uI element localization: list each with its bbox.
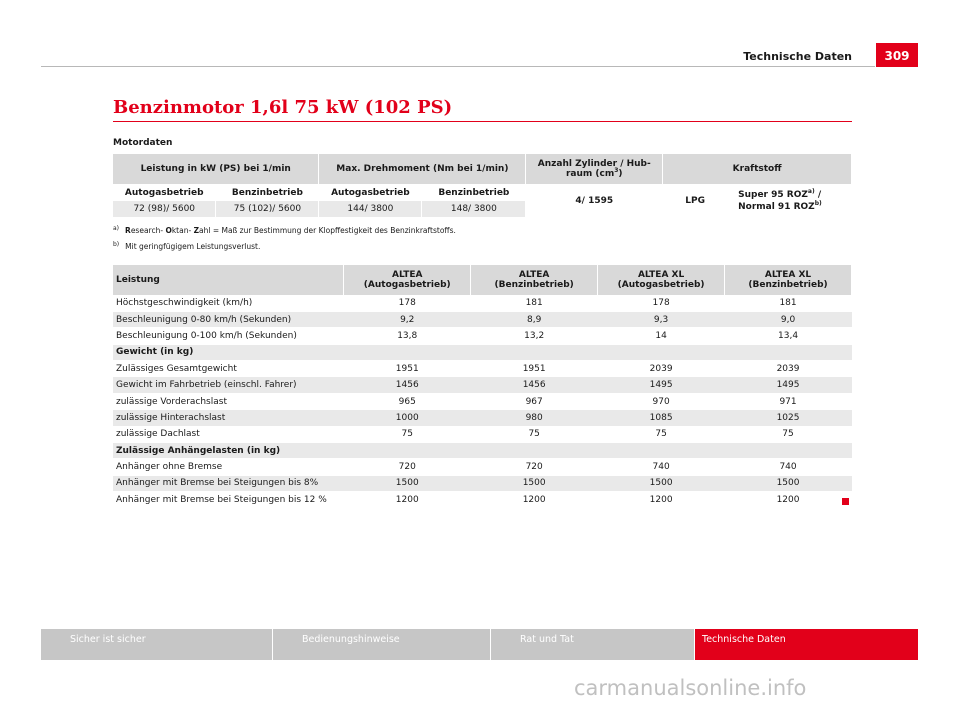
row-label: zulässige Vorderachslast xyxy=(113,393,344,409)
value-cell: 9,2 xyxy=(344,311,471,327)
value-cell: 9,3 xyxy=(598,311,725,327)
row-label: Anhänger ohne Bremse xyxy=(113,459,344,475)
value-cell: 75 xyxy=(471,426,598,442)
value-cell: 181 xyxy=(725,295,852,311)
table-row xyxy=(113,361,852,377)
subheader: Autogasbetrieb xyxy=(113,184,216,201)
value-cell: 1200 xyxy=(344,492,471,508)
row-label: Gewicht im Fahrbetrieb (einschl. Fahrer) xyxy=(113,377,344,393)
watermark: carmanualsonline.info xyxy=(574,676,807,700)
leistung-header-row xyxy=(113,265,852,295)
value-cell: 75 xyxy=(344,426,471,442)
row-label: Zulässiges Gesamtgewicht xyxy=(113,361,344,377)
footnote-b: $^{b)}$ Mit geringfügigem Leistungsverlust. xyxy=(113,240,261,251)
table-row xyxy=(113,328,852,344)
header-altea-autogas: ALTEA (Autogasbetrieb) xyxy=(344,265,471,295)
value-cell: 1200 xyxy=(725,492,852,508)
nav-tab-sicher[interactable]: Sicher ist sicher xyxy=(41,629,273,660)
value-cell: 178 xyxy=(598,295,725,311)
value-cell: 144/ 3800 xyxy=(319,201,422,217)
value-cell: 13,8 xyxy=(344,328,471,344)
value-cell: 970 xyxy=(598,393,725,409)
title-rule xyxy=(113,121,852,122)
header-zylinder: Anzahl Zylinder / Hub- raum $(cm^3)$ xyxy=(526,154,663,184)
table-row xyxy=(113,410,852,426)
value-cell: 8,9 xyxy=(471,311,598,327)
value-cell: 178 xyxy=(344,295,471,311)
subheader: Autogasbetrieb xyxy=(319,184,422,201)
value-cell: 1951 xyxy=(471,361,598,377)
header-kraftstoff: Kraftstoff xyxy=(663,154,852,184)
value-cell: 13,4 xyxy=(725,328,852,344)
table-row xyxy=(113,377,852,393)
kraftstoff-value: LPG xyxy=(663,184,728,217)
table-row xyxy=(113,492,852,508)
value-cell: 72 (98)/ 5600 xyxy=(113,201,216,217)
value-cell: 2039 xyxy=(598,361,725,377)
table-row xyxy=(113,459,852,475)
value-cell: 967 xyxy=(471,393,598,409)
header-altea-xl-benzin: ALTEA XL (Benzinbetrieb) xyxy=(725,265,852,295)
value-cell: 740 xyxy=(725,459,852,475)
section-label: Gewicht (in kg) xyxy=(113,344,852,360)
header-drehmoment: Max. Drehmoment (Nm bei 1/min) xyxy=(319,154,526,184)
fuel-grade: Super 95 ROZ$^{a)}$ / Normal 91 ROZ$^{b)}$ xyxy=(728,184,852,217)
motordaten-header-row xyxy=(113,154,852,184)
header-title: Technische Daten xyxy=(743,50,852,63)
header-leistung: Leistung in kW (PS) bei 1/min xyxy=(113,154,319,184)
table-section-row xyxy=(113,443,852,459)
footnote-a: $^{a)}$ Research- Oktan- Zahl = Maß zur Bestimmung der Klopffestigkeit des Benzinkraftstoffs. xyxy=(113,224,456,235)
value-cell: 1951 xyxy=(344,361,471,377)
row-label: Beschleunigung 0-100 km/h (Sekunden) xyxy=(113,328,344,344)
header-altea-xl-autogas: ALTEA XL (Autogasbetrieb) xyxy=(598,265,725,295)
value-cell: 1456 xyxy=(344,377,471,393)
value-cell: 2039 xyxy=(725,361,852,377)
value-cell: 14 xyxy=(598,328,725,344)
table-row xyxy=(113,311,852,327)
value-cell: 1500 xyxy=(725,475,852,491)
value-cell: 1495 xyxy=(725,377,852,393)
section-label: Zulässige Anhängelasten (in kg) xyxy=(113,443,852,459)
table-row xyxy=(113,475,852,491)
zylinder-value: 4/ 1595 xyxy=(526,184,663,217)
row-label: Anhänger mit Bremse bei Steigungen bis 8% xyxy=(113,475,344,491)
page-number: 309 xyxy=(876,43,918,67)
row-label: zulässige Dachlast xyxy=(113,426,344,442)
value-cell: 9,0 xyxy=(725,311,852,327)
value-cell: 1200 xyxy=(598,492,725,508)
row-label: Anhänger mit Bremse bei Steigungen bis 12 % xyxy=(113,492,344,508)
value-cell: 980 xyxy=(471,410,598,426)
value-cell: 1025 xyxy=(725,410,852,426)
table-row xyxy=(113,393,852,409)
value-cell: 75 xyxy=(598,426,725,442)
header-leistung-label: Leistung xyxy=(113,265,344,295)
value-cell: 1085 xyxy=(598,410,725,426)
row-label: Höchstgeschwindigkeit (km/h) xyxy=(113,295,344,311)
motordaten-subheader-row xyxy=(113,184,852,201)
value-cell: 1456 xyxy=(471,377,598,393)
nav-tab-rat-und-tat[interactable]: Rat und Tat xyxy=(491,629,695,660)
value-cell: 720 xyxy=(344,459,471,475)
nav-tab-bedienungshinweise[interactable]: Bedienungshinweise xyxy=(273,629,491,660)
value-cell: 965 xyxy=(344,393,471,409)
value-cell: 181 xyxy=(471,295,598,311)
value-cell: 740 xyxy=(598,459,725,475)
value-cell: 1500 xyxy=(598,475,725,491)
value-cell: 75 xyxy=(725,426,852,442)
leistung-table-body xyxy=(113,295,852,508)
nav-tab-technische-daten[interactable]: Technische Daten xyxy=(695,629,918,660)
value-cell: 971 xyxy=(725,393,852,409)
bottom-nav xyxy=(41,629,918,660)
value-cell: 75 (102)/ 5600 xyxy=(216,201,319,217)
value-cell: 148/ 3800 xyxy=(422,201,526,217)
value-cell: 1200 xyxy=(471,492,598,508)
value-cell: 1500 xyxy=(471,475,598,491)
motordaten-table xyxy=(113,154,852,217)
value-cell: 1500 xyxy=(344,475,471,491)
value-cell: 13,2 xyxy=(471,328,598,344)
table-section-row xyxy=(113,344,852,360)
value-cell: 1495 xyxy=(598,377,725,393)
header-altea-benzin: ALTEA (Benzinbetrieb) xyxy=(471,265,598,295)
value-cell: 720 xyxy=(471,459,598,475)
leistung-table xyxy=(113,265,852,509)
page-title: Benzinmotor 1,6l 75 kW (102 PS) xyxy=(113,97,453,118)
row-label: zulässige Hinterachslast xyxy=(113,410,344,426)
row-label: Beschleunigung 0-80 km/h (Sekunden) xyxy=(113,311,344,327)
value-cell: 1000 xyxy=(344,410,471,426)
subheader: Benzinbetrieb xyxy=(216,184,319,201)
table-row xyxy=(113,295,852,311)
end-marker xyxy=(842,498,849,505)
table-row xyxy=(113,426,852,442)
header-rule xyxy=(41,66,875,67)
subheader: Benzinbetrieb xyxy=(422,184,526,201)
section-label-motordaten: Motordaten xyxy=(113,138,173,148)
